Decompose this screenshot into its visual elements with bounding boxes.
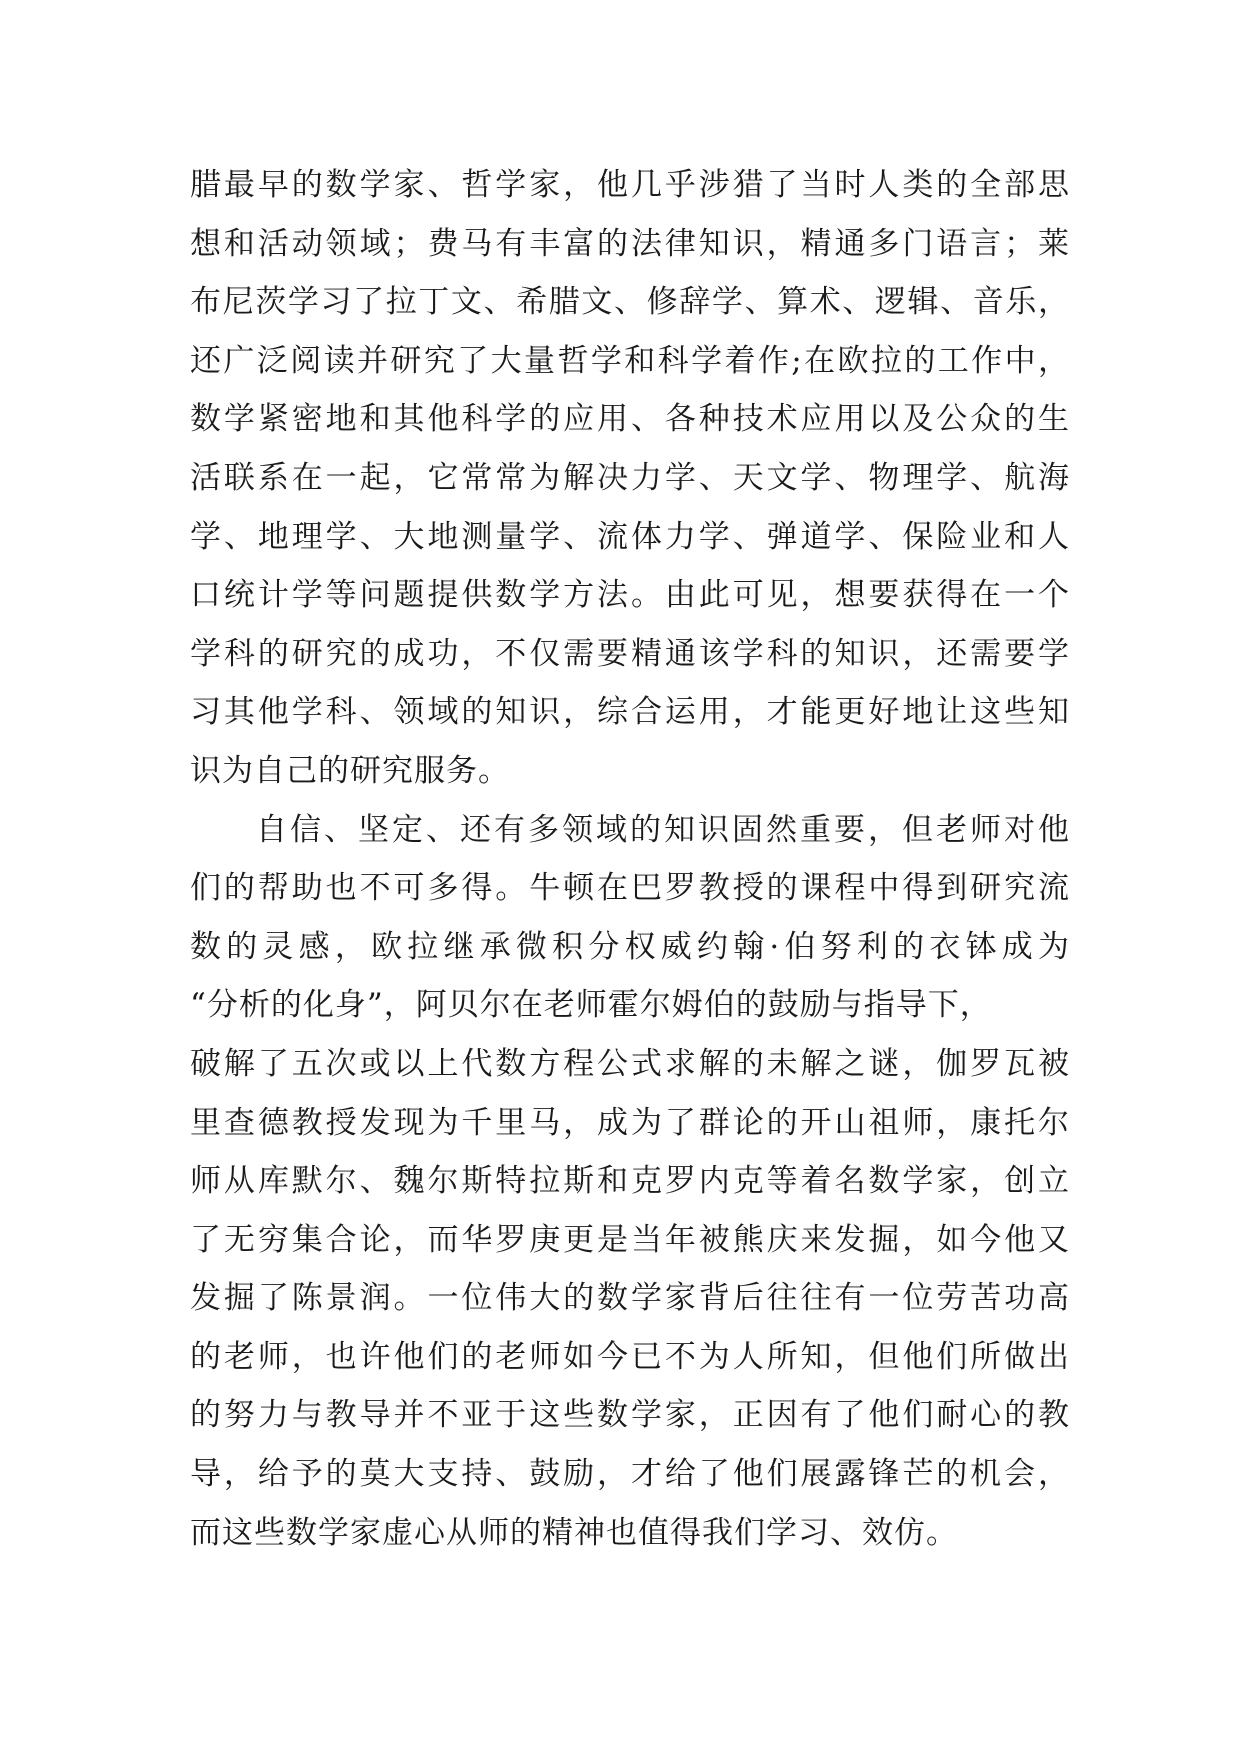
text-line: 还广泛阅读并研究了大量哲学和科学着作;在欧拉的工作中， <box>190 342 1070 379</box>
text-line: 的老师，也许他们的老师如今已不为人所知，但他们所做出 <box>190 1338 1070 1375</box>
text-line: 师从库默尔、魏尔斯特拉斯和克罗内克等着名数学家，创立 <box>190 1163 1070 1200</box>
body-text <box>190 156 1070 1562</box>
text-line: 导，给予的莫大支持、鼓励，才给了他们展露锋芒的机会， <box>190 1456 1070 1493</box>
text-line: 习其他学科、领域的知识，综合运用，才能更好地让这些知 <box>190 694 1070 731</box>
text-line: 口统计学等问题提供数学方法。由此可见，想要获得在一个 <box>190 577 1070 614</box>
text-line: 学、地理学、大地测量学、流体力学、弹道学、保险业和人 <box>190 518 1070 555</box>
text-line: 发掘了陈景润。一位伟大的数学家背后往往有一位劳苦功高 <box>190 1280 1070 1317</box>
text-line: 学科的研究的成功，不仅需要精通该学科的知识，还需要学 <box>190 635 1070 672</box>
paragraph-first-line: 自信、坚定、还有多领域的知识固然重要，但老师对他 <box>256 811 1070 848</box>
text-line: 数学紧密地和其他科学的应用、各种技术应用以及公众的生 <box>190 401 1070 438</box>
text-line: 的努力与教导并不亚于这些数学家，正因有了他们耐心的教 <box>190 1397 1070 1434</box>
text-line: 布尼茨学习了拉丁文、希腊文、修辞学、算术、逻辑、音乐， <box>190 284 1070 321</box>
text-line: 活联系在一起，它常常为解决力学、天文学、物理学、航海 <box>190 459 1070 496</box>
text-line: 们的帮助也不可多得。牛顿在巴罗教授的课程中得到研究流 <box>190 870 1070 907</box>
text-line: 了无穷集合论，而华罗庚更是当年被熊庆来发掘，如今他又 <box>190 1221 1070 1258</box>
text-line: 腊最早的数学家、哲学家，他几乎涉猎了当时人类的全部思 <box>190 167 1070 203</box>
text-line: 而这些数学家虚心从师的精神也值得我们学习、效仿。 <box>190 1514 958 1551</box>
text-line: 里查德教授发现为千里马，成为了群论的开山祖师，康托尔 <box>190 1104 1070 1141</box>
text-line: 数的灵感，欧拉继承微积分权威约翰·伯努利的衣钵成为 <box>190 928 1070 965</box>
text-line: “分析的化身”，阿贝尔在老师霍尔姆伯的鼓励与指导下， <box>190 987 992 1024</box>
text-line: 破解了五次或以上代数方程公式求解的未解之谜，伽罗瓦被 <box>190 1045 1070 1082</box>
text-line: 想和活动领域；费马有丰富的法律知识，精通多门语言；莱 <box>190 225 1070 262</box>
text-line: 识为自己的研究服务。 <box>190 752 510 789</box>
